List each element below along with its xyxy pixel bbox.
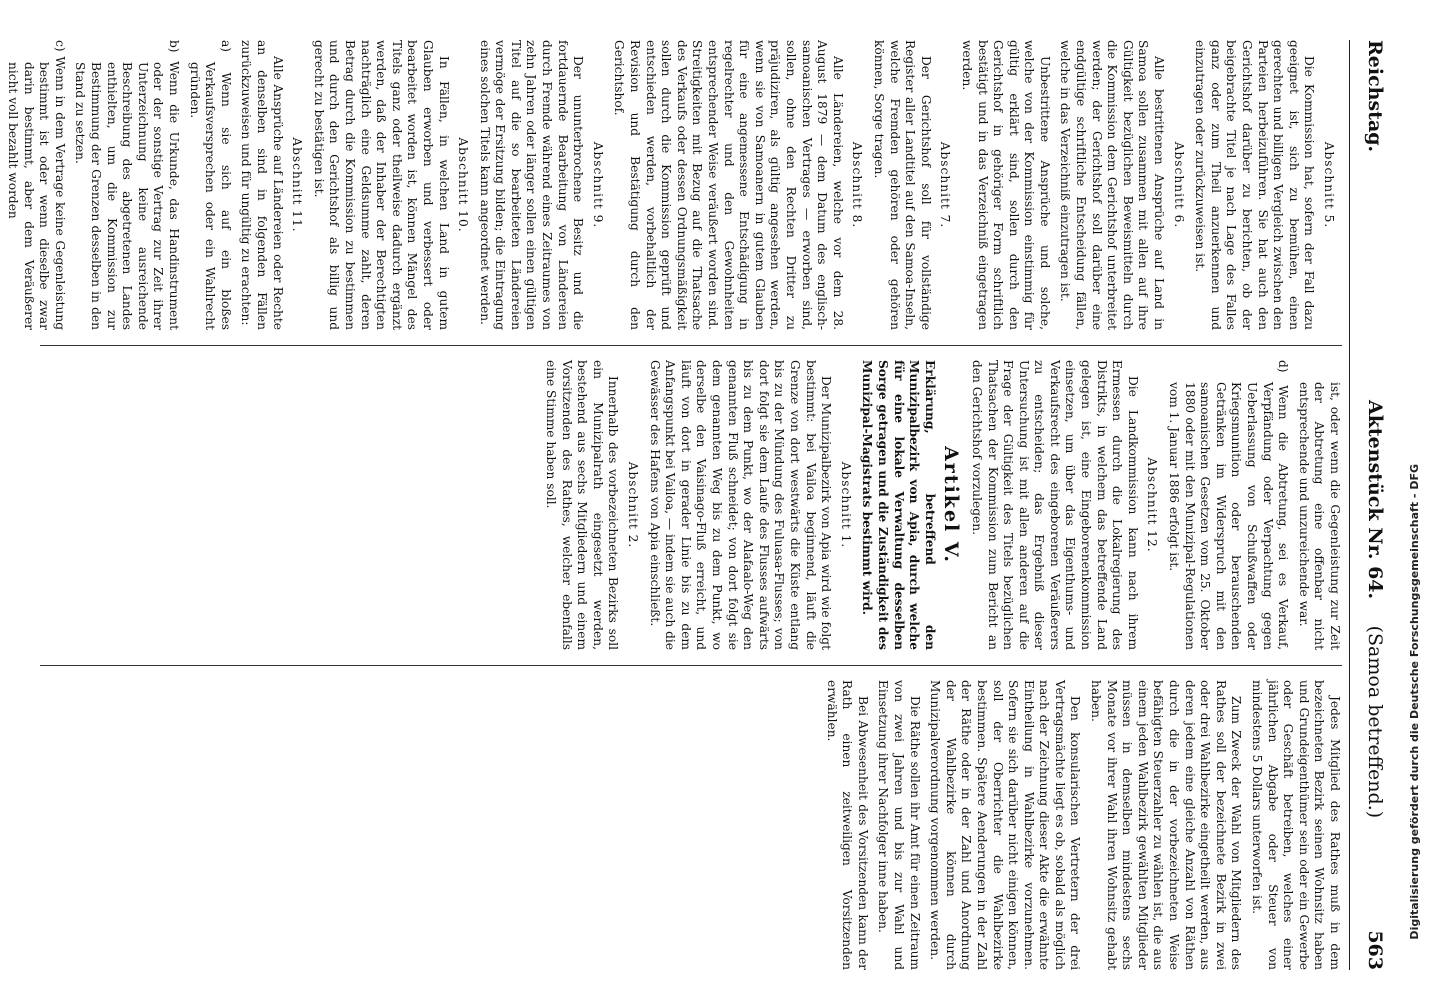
article-description: Erklärung, betreffend den Munizipalbezirk von Apia, durch welche für eine lokale Verwaltung desselben Sorge getragen und die Zuständigkeit des Munizipal-Magistrats bestimmt wird. [860, 360, 937, 650]
column-divider [40, 345, 1342, 346]
section-heading: Abschnitt 12. [1145, 457, 1160, 553]
section-heading: Abschnitt 8. [850, 141, 865, 229]
paragraph: Die Räthe sollen ihr Amt für einen Zeitraum von zwei Jahren und bis zur Wahl und Einsetzung ihrer Nachfolger inne haben. [876, 680, 922, 970]
page-header [1352, 40, 1392, 970]
list-item: d) Wenn die Abtretung, sei es Verkauf, Verpfändung oder Verpachtung gegen Ueberlassung von Schußwaffen oder Kriegsmunition oder berauschenden Getränken im Widerspruch mit den samoanischen Gesetzen vom 25. Oktober 1880 oder mit den Munizipal-Regulationen vom 1. Januar 1886 erfolgt ist. [1167, 360, 1291, 650]
header-topic: (Samoa betreffend.) [1364, 625, 1386, 819]
paragraph: Den konsularischen Vertretern der drei Vertragsmächte liegt es ob, sobald als möglich nach der Zeichnung dieser Akte die erwähnte Eintheilung in Wahlbezirke vorzunehmen. Sofern sie sich darüber nicht einigen können, soll der Oberrichter die Wahlbezirke bestimmen. Spätere Aenderungen in der Zahl der Räthe oder in der Zahl und Anordnung der Wahlbezirke können durch Munizipalverordnung vorgenommen werden. [928, 680, 1083, 970]
section-heading: Abschnitt 10. [456, 137, 471, 233]
column-divider [40, 665, 1342, 666]
paragraph: Die Landkommission kann nach ihrem Ermessen durch die Lokalregierung des Distrikts, in welchem das betreffende Land gelegen ist, eine Eingeborenenkommission einsetzen, um über das Eigenthums- und Verkaufsrecht des eingeborenen Veräußerers zu entscheiden; das Ergebniß dieser Untersuchung ist mit allen anderen auf die Frage der Gültigkeit des Titels bezüglichen Thatsachen der Kommission zum Bericht an den Gerichtshof vorzulegen. [969, 360, 1140, 650]
paragraph: Der ununterbrochene Besitz und die fortdauernde Bearbeitung von Ländereien durch Fremde während eines Zeitraumes von zehn Jahren oder länger sollen einen gültigen Titel auf die so bearbeiteten Ländereien vermöge der Ersitzung bilden; die Eintragung eines solchen Titels kann angeordnet werden. [477, 40, 586, 330]
text-column-2 [40, 360, 1342, 650]
paragraph: Unbestrittene Ansprüche und solche, welche von der Kommission einstimmig für gültig erklärt sind, sollen durch den Gerichtshof in gehöriger Form schriftlich bestätigt und in das Verzeichniß eingetragen werden. [959, 40, 1052, 330]
list-item: a) Wenn sie sich auf ein bloßes Verkaufsversprechen oder ein Wahlrecht gründen. [187, 40, 233, 330]
section-heading: Abschnitt 7. [938, 141, 953, 229]
paragraph: Alle Ansprüche auf Ländereien oder Rechte an denselben sind in folgenden Fällen zurückzuweisen und für ungültig zu erachten: [239, 40, 285, 330]
header-center [1364, 400, 1386, 818]
header-left: Reichstag. [1364, 40, 1386, 153]
paragraph: Die Kommission hat, sofern der Fall dazu geeignet ist, sich zu bemühen, einen gerechten und billigen Vergleich zwischen den Parteien herbeizuführen. Sie hat auch den Gerichtshof darüber zu berichten, ob der beigebrachte Titel je nach Lage des Falles ganz oder zum Theil anzuerkennen und einzutragen oder zurückzuweisen ist. [1193, 40, 1317, 330]
paragraph: Alle bestrittenen Ansprüche auf Land in Samoa sollen zusammen mit allen auf ihre Gültigkeit bezüglichen Beweismitteln durch die Kommission dem Gerichtshof unterbreitet werden; der Gerichtshof soll darüber eine endgültige schriftliche Entscheidung fällen, welche in das Verzeichniß einzutragen ist. [1058, 40, 1167, 330]
section-heading: Abschnitt 5. [1322, 141, 1336, 229]
paragraph: Innerhalb des vorbezeichneten Bezirks soll ein Munizipalrath eingesetzt werden, bestehend aus sechs Mitgliedern und einem Vorsitzenden des Rathes, welcher ebenfalls eine Stimme haben soll. [544, 360, 621, 650]
list-item-continuation: ist, oder wenn die Gegenleistung zur Zeit der Abtretung eine offenbar nicht entsprechende und unzureichende war. [1296, 382, 1342, 650]
text-column-3 [40, 680, 1342, 970]
header-document-number: Aktenstück Nr. 64. [1364, 400, 1386, 600]
section-heading: Abschnitt 11. [290, 137, 305, 233]
section-heading: Abschnitt 6. [1171, 141, 1186, 229]
text-column-1 [6, 40, 1342, 330]
paragraph: Alle Ländereien, welche vor dem 28. August 1879 — dem Datum des englisch-samoanischen Vertrages — erworben sind, sollen, ohne den Rechten Dritter zu präjudiziren, als gültig angesehen werden, wenn sie von Samoanern in gutem Glauben für eine angemessene Entschädigung in regelrechter und den Gewohnheiten entsprechender Weise veräußert worden sind. Streitigkeiten mit Bezug auf die Thatsache des Verkaufs oder dessen Ordnungsmäßigkeit sollen durch die Kommission geprüft und entschieden werden, vorbehaltlich der Revision und Bestätigung durch den Gerichtshof. [612, 40, 845, 330]
article-heading: Artikel V. [940, 446, 963, 564]
list-item: b) Wenn die Urkunde, das Handinstrument oder der sonstige Vertrag zur Zeit ihrer Unterzeichnung keine ausreichende Beschreibung des abgetretenen Landes enthielten, um die Kommission zur Bestimmung der Grenzen desselben in den Stand zu setzen. [73, 40, 182, 330]
paragraph: Jedes Mitglied des Rathes muß in dem bezeichneten Bezirk seinen Wohnsitz haben und Grundeigenthümer sein oder ein Gewerbe oder Geschäft betreiben, welches einer jährlichen Abgabe oder Steuer von mindestens 5 Dollars unterworfen ist. [1250, 680, 1342, 970]
paragraph: Bei Abwesenheit des Vorsitzenden kann der Rath einen zeitweiligen Vorsitzenden erwählen. [824, 680, 870, 970]
section-heading: Abschnitt 2. [626, 461, 641, 549]
dfg-credit-text: Digitalisierung gefördert durch die Deutsche Forschungsgemeinschaft - DFG [1408, 464, 1421, 940]
section-heading: Abschnitt 9. [590, 141, 605, 229]
paragraph: Der Munizipalbezirk von Apia wird wie folgt bestimmt: bei Vailoa beginnend, läuft die Grenze von dort westwärts die Küste entlang bis zu der Mündung des Fuluasa-Flusses; von dort folgt sie dem Laufe des Flusses aufwärts bis zu dem Punkt, wo der Alafaalo-Weg den genannten Fluß schneidet; von dort folgt sie dem genannten Weg bis zu dem Punkt, wo derselbe den Vaisinago-Fluß erreicht, und läuft von dort in gerader Linie bis zu dem Anfangspunkt bei Vailoa, — indem sie auch die Gewässer des Hafens von Apia einschließt. [647, 360, 834, 650]
paragraph: Zum Zweck der Wahl von Mitgliedern des Rathes soll der bezeichnete Bezirk in zwei oder drei Wahlbezirke eingetheilt werden, aus deren jedem eine gleiche Anzahl von Räthen durch die in der vorbezeichneten Weise befähigten Steuerzahler zu wählen ist, die aus einem jeden Wahlbezirk gewählten Mitglieder müssen in demselben mindestens sechs Monate vor ihrer Wahl ihren Wohnsitz gehabt haben. [1089, 680, 1244, 970]
paragraph: In Fällen, in welchen Land in gutem Glauben erworben und verbessert oder bearbeitet worden ist, können Mängel des Titels ganz oder theilweise dadurch ergänzt werden, daß der Inhaber der Berechtigten nachträglich eine Geldsumme zahlt, deren Betrag durch die Kommission zu bestimmen und durch den Gerichtshof als billig und gerecht zu bestätigen ist. [311, 40, 451, 330]
paragraph: Der Gerichtshof soll für vollständige Register aller Landtitel auf den Samoa-Inseln, welche Fremden gehören oder gehören können, Sorge tragen. [871, 40, 933, 330]
dfg-credit [1408, 60, 1430, 940]
list-item: c) Wenn in dem Vertrage keine Gegenleistung bestimmt ist oder wenn dieselbe zwar darin bestimmt, aber dem Veräußerer nicht voll bezahlt worden [6, 40, 67, 330]
section-heading: Abschnitt 1. [838, 461, 853, 549]
page-number: 563 [1364, 930, 1386, 970]
header-rule [1349, 40, 1350, 970]
